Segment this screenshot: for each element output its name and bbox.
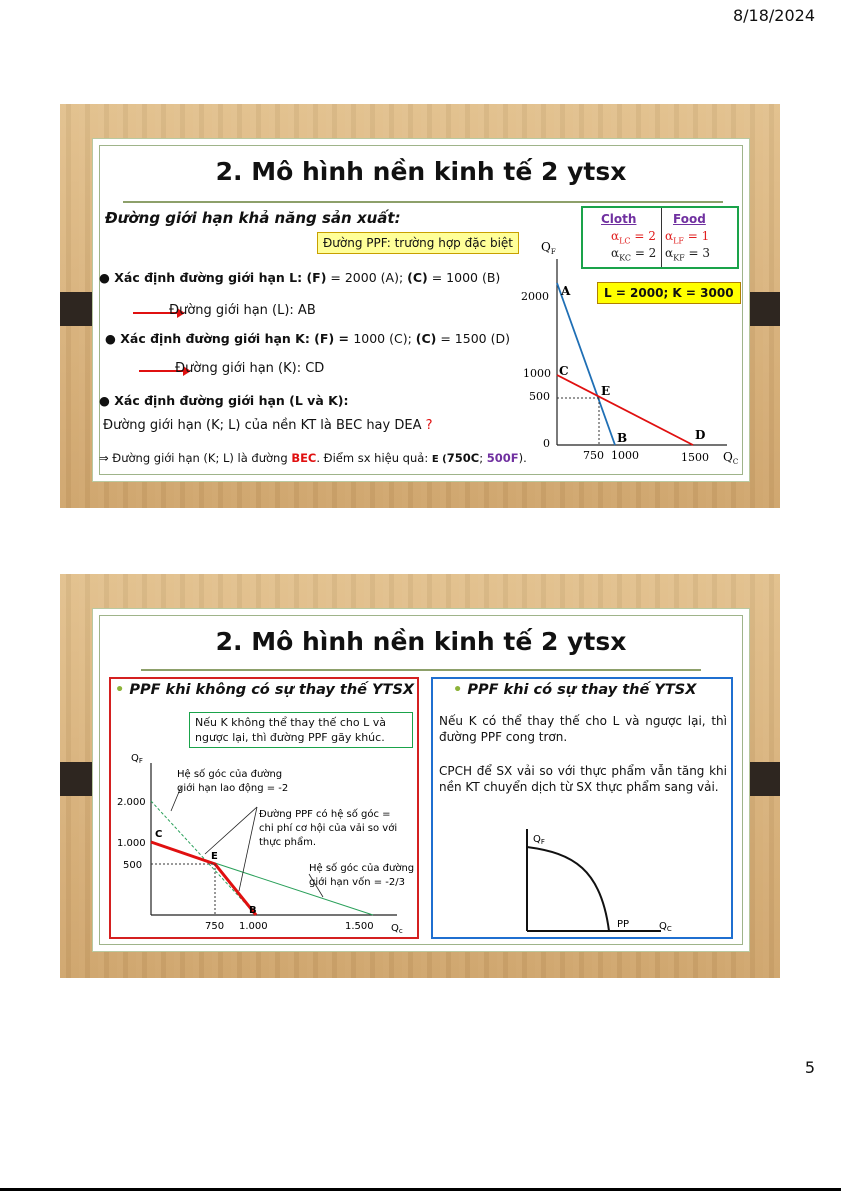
ppf-graph-1: [93, 139, 749, 481]
point-c: C: [559, 364, 569, 378]
label-slope-k-1: Hệ số góc của đường: [309, 863, 415, 874]
tick-x-1500: 1500: [681, 451, 709, 464]
alpha-lc: $\alpha_{LC} = 2$: [611, 229, 656, 246]
left-note-box: Nếu K không thể thay thế cho L và ngược lại, thì đường PPF gãy khúc.: [189, 712, 413, 748]
tick-y-2000: 2.000: [117, 797, 146, 808]
axis-qf: $Q_F$: [131, 753, 143, 765]
label-slope-l-2: giới hạn lao động = -2: [177, 783, 289, 794]
right-paragraph-2: CPCH để SX vải so với thực phẩm vẫn tăng khi nền KT chuyển dịch từ SX thực phẩm sang vải.: [439, 764, 727, 794]
point-e: E: [211, 851, 218, 862]
alpha-kf: $\alpha_{KF} = 3$: [665, 246, 710, 263]
axis-qf: $Q_F$: [533, 834, 545, 846]
line-capital-constraint: ● Xác định đường giới hạn K: (F) = 1000 (C); (C) = 1500 (D): [105, 331, 510, 346]
ppf-smooth-curve: [527, 847, 609, 931]
labor-line: [151, 801, 256, 915]
ppf-subtitle: Đường giới hạn khả năng sản xuất:: [105, 209, 401, 227]
line-conclusion: ⇒ Đường giới hạn (K; L) là đường BEC. Điểm sx hiệu quả: E (750C; 500F).: [99, 451, 527, 465]
food-header: Food: [673, 212, 706, 226]
tick-x-1000: 1000: [611, 449, 639, 462]
slide-1-title: 2. Mô hình nền kinh tế 2 ytsx: [215, 157, 627, 186]
ppf-graph-2: [111, 679, 417, 937]
point-c: C: [155, 829, 163, 840]
tick-y-500: 500: [123, 860, 143, 871]
line-capital-result: Đường giới hạn (K): CD: [175, 361, 325, 376]
tick-y-2000: 2000: [521, 290, 549, 303]
pointer-ppf-2: [239, 807, 257, 891]
tick-y-500: 500: [529, 390, 550, 403]
line-labor-constraint: ● Xác định đường giới hạn L: (F) = 2000 (A); (C) = 1000 (B): [99, 270, 501, 285]
page-number: 5: [804, 1058, 815, 1077]
slide-1: [60, 104, 780, 508]
ppf-special-note: Đường PPF: trường hợp đặc biệt: [317, 232, 519, 254]
slide-2: [60, 574, 780, 978]
slide-1-card: [92, 138, 750, 482]
line-labor-result: Đường giới hạn (L): AB: [169, 303, 316, 318]
axis-qc: $Q_C$: [723, 450, 739, 466]
tick-x-750: 750: [205, 921, 225, 932]
line-combined-heading: ● Xác định đường giới hạn (L và K):: [99, 393, 349, 408]
point-b: B: [249, 905, 257, 916]
tick-x-1500: 1.500: [345, 921, 374, 932]
pointer-ppf-1: [205, 807, 257, 854]
point-b: B: [617, 431, 628, 445]
tick-y-1000: 1000: [523, 367, 551, 380]
point-a: A: [561, 284, 571, 298]
label-pp: PP: [617, 919, 630, 930]
date-header: 8/18/2024: [732, 6, 815, 25]
point-d: D: [695, 428, 706, 442]
right-heading: • PPF khi có sự thay thế YTSX: [453, 682, 697, 698]
left-heading: • PPF khi không có sự thay thế YTSX: [115, 682, 415, 698]
tick-x-750: 750: [583, 449, 604, 462]
tick-y-1000: 1.000: [117, 838, 146, 849]
ppf-kinked: [151, 842, 256, 915]
title-underline: [141, 669, 701, 671]
axis-qf: $Q_F$: [541, 240, 556, 256]
cloth-header: Cloth: [601, 212, 637, 226]
line-combined-question: Đường giới hạn (K; L) của nền KT là BEC hay DEA ?: [103, 418, 433, 433]
label-ppf-2: chi phí cơ hội của vải so với: [259, 823, 398, 834]
slide-2-title: 2. Mô hình nền kinh tế 2 ytsx: [215, 627, 627, 656]
label-ppf-1: Đường PPF có hệ số góc =: [259, 809, 391, 820]
axis-qc: $Q_C$: [659, 921, 672, 933]
alpha-kc: $\alpha_{KC} = 2$: [611, 246, 657, 263]
label-slope-k-2: giới hạn vốn = -2/3: [309, 877, 405, 888]
tick-x-1000: 1.000: [239, 921, 268, 932]
label-ppf-3: thực phẩm.: [259, 837, 317, 848]
point-e: E: [601, 384, 611, 398]
bullet-icon: •: [453, 682, 463, 698]
axis-qc: $Q_c$: [391, 923, 403, 935]
endowment-badge: L = 2000; K = 3000: [597, 282, 741, 304]
right-panel: [431, 677, 733, 939]
tick-y-0: 0: [543, 437, 550, 450]
label-slope-l-1: Hệ số góc của đường: [177, 769, 283, 780]
slide-2-card: [92, 608, 750, 952]
right-paragraph-1: Nếu K có thể thay thế cho L và ngược lại, thì đường PPF cong trơn.: [439, 714, 727, 744]
left-panel: [109, 677, 419, 939]
ppf-curve-graph: [433, 679, 731, 937]
bullet-icon: •: [115, 682, 125, 698]
alpha-lf: $\alpha_{LF} = 1$: [665, 229, 710, 246]
